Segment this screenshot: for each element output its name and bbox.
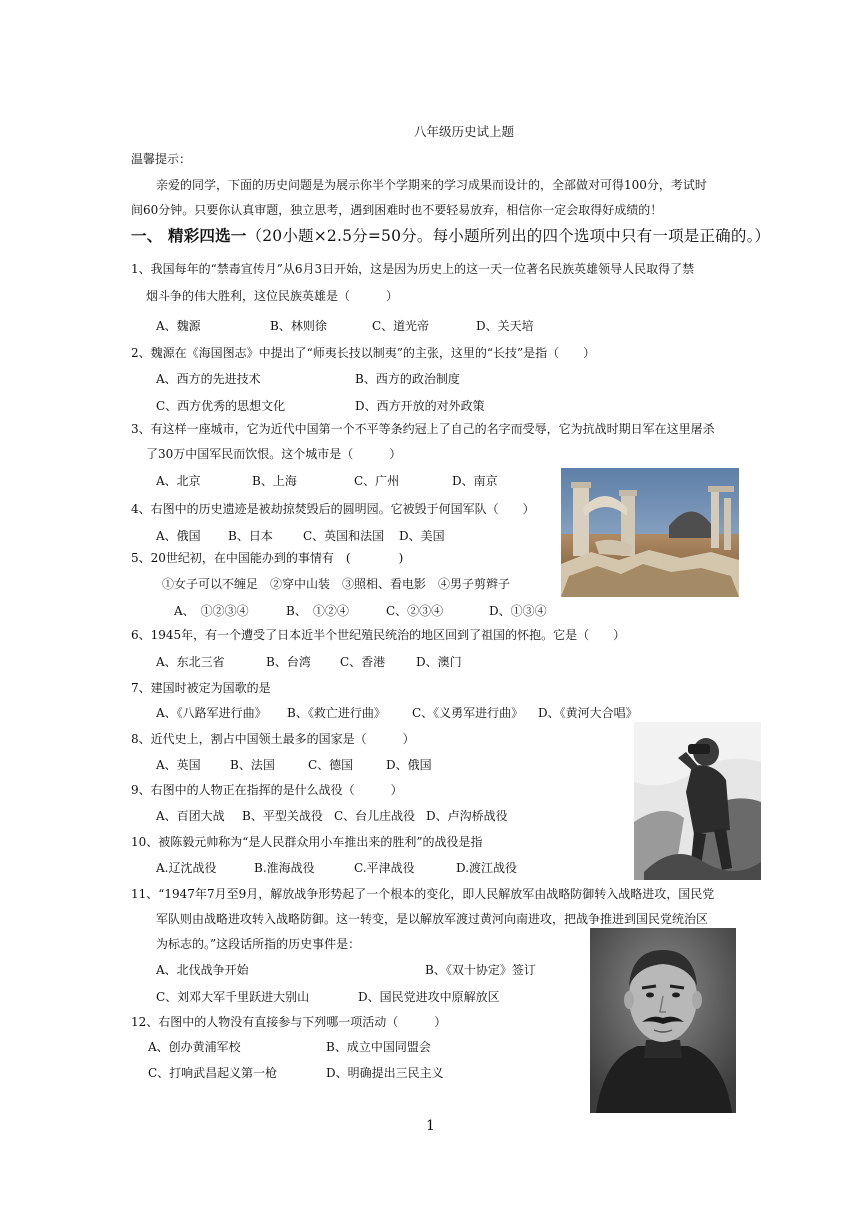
- yuanmingyuan-ruins-photo: [561, 468, 739, 597]
- question-10-stem: 10、被陈毅元帅称为“是人民群众用小车推出来的胜利”的战役是指: [131, 835, 483, 849]
- question-5-option: A、 ①②③④: [174, 604, 249, 618]
- section-heading: [131, 226, 770, 246]
- question-6-option: D、澳门: [416, 655, 462, 669]
- question-5-option: B、 ①②④: [286, 604, 349, 618]
- commander-with-binoculars-photo: [634, 722, 761, 880]
- question-8-option: D、俄国: [386, 758, 432, 772]
- question-10-option: A.辽沈战役: [156, 861, 217, 875]
- question-11-stem-3: 为标志的。”这段话所指的历史事件是：: [156, 937, 361, 951]
- question-5-option: C、②③④: [386, 604, 444, 618]
- question-8-stem: 8、近代史上，割占中国领土最多的国家是（ ）: [131, 732, 415, 746]
- question-3-option: A、北京: [156, 474, 201, 488]
- question-12-option: A、创办黄浦军校: [148, 1040, 241, 1054]
- question-11-option: B、《双十协定》签订: [425, 963, 536, 977]
- question-5-stem: 5、20世纪初，在中国能办到的事情有 ( ): [131, 551, 404, 565]
- question-3-option: C、广州: [354, 474, 400, 488]
- question-5-option: D、①③④: [489, 604, 547, 618]
- question-1-option: A、魏源: [156, 319, 201, 333]
- page-number: 1: [426, 1118, 435, 1134]
- question-3-option: D、南京: [452, 474, 498, 488]
- question-11-option: D、国民党进攻中原解放区: [358, 990, 500, 1004]
- page-title: 八年级历史试上题: [414, 124, 515, 139]
- question-4-option: D、美国: [399, 529, 445, 543]
- sun-yat-sen-portrait-photo: [590, 928, 736, 1113]
- question-7-option: A、《八路军进行曲》: [156, 706, 267, 720]
- tip-label: 温馨提示：: [131, 152, 192, 166]
- question-4-option: B、日本: [228, 529, 273, 543]
- question-10-option: C.平津战役: [354, 861, 415, 875]
- question-6-option: C、香港: [340, 655, 386, 669]
- question-12-stem: 12、右图中的人物没有直接参与下列哪一项活动（ ）: [131, 1015, 447, 1029]
- question-1-stem-2: 烟斗争的伟大胜利，这位民族英雄是（ ）: [146, 289, 399, 303]
- question-3-stem-2: 了30万中国军民而饮恨。这个城市是（ ）: [146, 447, 402, 461]
- question-1-stem-1: 1、我国每年的“禁毒宣传月”从6月3日开始，这是因为历史上的这一天一位著名民族英雄领导人民取得了禁: [131, 262, 695, 276]
- question-2-stem: 2、魏源在《海国图志》中提出了“师夷长技以制夷”的主张，这里的“长技”是指（ ）: [131, 346, 596, 360]
- question-6-option: B、台湾: [266, 655, 311, 669]
- question-4-stem: 4、右图中的历史遗迹是被劫掠焚毁后的圆明园。它被毁于何国军队（ ）: [131, 502, 535, 516]
- question-7-stem: 7、建国时被定为国歌的是: [131, 681, 271, 695]
- question-9-option: C、台儿庄战役: [334, 809, 416, 823]
- intro-line-2: 间60分钟。只要你认真审题，独立思考，遇到困难时也不要轻易放弃，相信你一定会取得好成绩的！: [131, 203, 663, 217]
- question-2-option: B、西方的政治制度: [355, 372, 460, 386]
- question-1-option: C、道光帝: [372, 319, 430, 333]
- question-2-option: D、西方开放的对外政策: [355, 399, 485, 413]
- question-6-stem: 6、1945年，有一个遭受了日本近半个世纪殖民统治的地区回到了祖国的怀抱。它是（ ）: [131, 628, 626, 642]
- question-12-option: D、明确提出三民主义: [326, 1066, 444, 1080]
- section-label: 一、 精彩四选一: [131, 226, 247, 245]
- question-7-option: B、《救亡进行曲》: [287, 706, 386, 720]
- question-7-option: D、《黄河大合唱》: [538, 706, 638, 720]
- question-8-option: B、法国: [230, 758, 275, 772]
- question-4-option: A、俄国: [156, 529, 201, 543]
- question-3-option: B、上海: [252, 474, 297, 488]
- question-5-sub: ①女子可以不缠足 ②穿中山装 ③照相、看电影 ④男子剪辫子: [162, 577, 511, 591]
- question-7-option: C、《义勇军进行曲》: [412, 706, 524, 720]
- question-12-option: B、成立中国同盟会: [326, 1040, 431, 1054]
- question-9-option: D、卢沟桥战役: [426, 809, 508, 823]
- question-6-option: A、东北三省: [156, 655, 225, 669]
- question-2-option: A、西方的先进技术: [156, 372, 261, 386]
- question-8-option: A、英国: [156, 758, 201, 772]
- question-12-option: C、打响武昌起义第一枪: [148, 1066, 278, 1080]
- question-11-option: A、北伐战争开始: [156, 963, 249, 977]
- intro-line-1: 亲爱的同学，下面的历史问题是为展示你半个学期来的学习成果而设计的，全部做对可得100分，考试时: [156, 178, 707, 192]
- question-9-option: A、百团大战: [156, 809, 225, 823]
- question-1-option: D、关天培: [476, 319, 534, 333]
- question-2-option: C、西方优秀的思想文化: [156, 399, 286, 413]
- question-10-option: D.渡江战役: [456, 861, 518, 875]
- question-11-option: C、刘邓大军千里跃进大别山: [156, 990, 310, 1004]
- question-1-option: B、林则徐: [270, 319, 327, 333]
- question-9-stem: 9、右图中的人物正在指挥的是什么战役（ ）: [131, 783, 403, 797]
- question-3-stem-1: 3、有这样一座城市，它为近代中国第一个不平等条约冠上了自己的名字而受辱，它为抗战时期日军在这里屠杀: [131, 422, 715, 436]
- question-10-option: B.淮海战役: [254, 861, 315, 875]
- question-4-option: C、英国和法国: [303, 529, 385, 543]
- question-11-stem-2: 军队则由战略进攻转入战略防御。这一转变，是以解放军渡过黄河向南进攻，把战争推进到国民党统治区: [156, 912, 709, 926]
- question-8-option: C、德国: [308, 758, 354, 772]
- question-9-option: B、平型关战役: [242, 809, 323, 823]
- section-desc: （20小题×2.5分=50分。每小题所列出的四个选项中只有一项是正确的。）: [246, 227, 771, 245]
- question-11-stem-1: 11、“1947年7月至9月，解放战争形势起了一个根本的变化，即人民解放军由战略防御转入战略进攻，国民党: [131, 887, 715, 901]
